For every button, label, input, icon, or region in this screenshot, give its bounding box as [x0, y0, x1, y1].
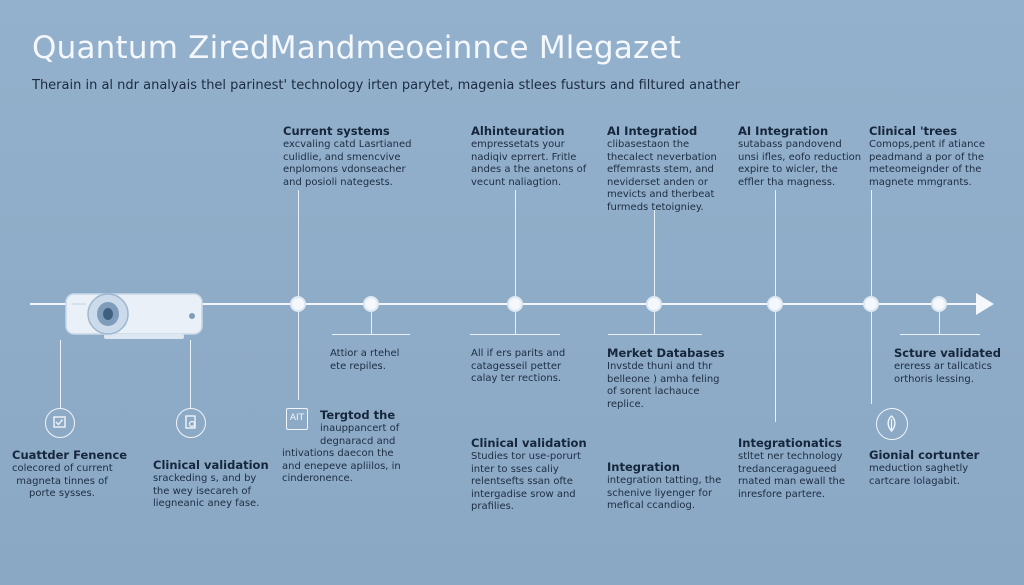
- timeline-node-7: [931, 296, 947, 312]
- connector-bar-3: [470, 334, 560, 335]
- bottom-block-3: [282, 408, 401, 486]
- connector-up-2: [515, 190, 516, 296]
- bottom-block-4-line: intergadise srow and: [471, 488, 576, 500]
- bottom-block-7-line: meduction saghetly: [869, 463, 969, 474]
- document-search-icon: [176, 408, 206, 438]
- lower-block-3: [607, 346, 725, 411]
- timeline-node-6: [863, 296, 879, 312]
- upper-block-4-line: expire to wicler, the: [738, 164, 838, 175]
- upper-block-1-title: Current systems: [283, 124, 390, 138]
- connector-up-5: [871, 190, 872, 296]
- bottom-block-4-line: relentsefts ssan ofte: [471, 476, 573, 487]
- bottom-block-5-line: integration tatting, the: [607, 475, 722, 486]
- bottom-block-6-line: tredanceragagueed: [738, 463, 837, 475]
- timeline-node-5: [767, 296, 783, 312]
- bottom-block-3-line: and enepeve apliilos, in: [282, 460, 401, 472]
- mri-scanner-icon: [64, 290, 204, 340]
- connector-down-2: [371, 312, 372, 334]
- lower-block-4-title: Scture validated: [894, 346, 1001, 360]
- lower-block-3-line: belleone ) amha feling: [607, 373, 720, 385]
- lower-block-2-line: calay ter rections.: [471, 373, 562, 384]
- upper-block-2-line: empressetats your: [471, 139, 565, 150]
- upper-block-2: [471, 124, 586, 189]
- bottom-block-6-line: rnated man ewall the: [738, 476, 845, 487]
- upper-block-4-line: sutabass pandovend: [738, 139, 842, 150]
- lower-block-4-line: orthoris lessing.: [894, 373, 974, 385]
- bottom-block-5: [607, 460, 721, 513]
- connector-down-6: [871, 312, 872, 404]
- page-subtitle: Therain in al ndr analyais thel parinest' technology irten parytet, magenia stlees fusturs and filtured anather: [32, 78, 741, 93]
- bottom-block-4-title: Clinical validation: [471, 436, 587, 450]
- upper-block-5-line: magnete mmgrants.: [869, 176, 972, 188]
- connector-down-5: [775, 312, 776, 422]
- gear-check-icon: [45, 408, 75, 438]
- page-title: Quantum ZiredMandmeoeinnce Mlegazet: [32, 30, 682, 66]
- bottom-block-4-line: Studies tor use-porurt: [471, 451, 581, 462]
- upper-block-3-line: mevicts and therbeat: [607, 189, 715, 200]
- upper-block-1-line: culidlie, and smencvive: [283, 151, 401, 163]
- connector-up-3: [654, 210, 655, 296]
- bottom-block-2-line: liegneanic aney fase.: [153, 498, 260, 509]
- upper-block-4-title: AI Integration: [738, 124, 829, 138]
- bottom-block-7-line: cartcare lolagabit.: [869, 475, 961, 487]
- bottom-block-4-line: inter to sses caliy: [471, 463, 559, 475]
- lower-block-2: [471, 348, 565, 386]
- bottom-block-1: [12, 448, 128, 501]
- lower-block-3-line: replice.: [607, 398, 644, 410]
- connector-bar-7: [900, 334, 980, 335]
- connector-up-1: [298, 190, 299, 296]
- connector-down-1: [298, 312, 299, 400]
- upper-block-2-line: vecunt naliagtion.: [471, 176, 562, 188]
- bottom-block-3-title: Tergtod the: [320, 408, 396, 422]
- bottom-block-4: [471, 436, 587, 514]
- timeline-node-3: [507, 296, 523, 312]
- bottom-block-1-line: colecored of current: [12, 463, 113, 474]
- upper-block-3-line: thecalect neverbation: [607, 151, 717, 163]
- bottom-block-6: [738, 436, 845, 501]
- lower-block-2-line: All if ers parits and: [471, 348, 566, 359]
- lower-block-1-line: Attior a rtehel: [330, 348, 400, 359]
- connector-bar-2: [332, 334, 410, 335]
- upper-block-2-line: nadiqiv eprrert. Fritle: [471, 151, 577, 163]
- bottom-block-7: [869, 448, 979, 488]
- bottom-block-2-line: the wey isecareh of: [153, 485, 251, 497]
- upper-block-5-line: Comops,pent if atiance: [869, 139, 986, 150]
- upper-block-4: [738, 124, 861, 189]
- upper-block-4-line: effler tha magness.: [738, 176, 836, 188]
- ai-chip-icon: AIT: [286, 408, 308, 430]
- bottom-block-5-line: schenive liyenger for: [607, 487, 713, 499]
- timeline-node-2: [363, 296, 379, 312]
- connector-up-4: [775, 190, 776, 296]
- upper-block-1-line: and posioli nategests.: [283, 176, 393, 188]
- bottom-block-4-line: prafilies.: [471, 501, 514, 512]
- bottom-block-1-line: magneta tinnes of: [16, 475, 108, 487]
- upper-block-5-line: meteomeignder of the: [869, 164, 982, 175]
- bottom-block-7-title: Gionial cortunter: [869, 448, 980, 462]
- bottom-block-5-title: Integration: [607, 460, 680, 474]
- leaf-network-icon: [876, 408, 908, 440]
- upper-block-1-line: enplomons vdonseacher: [283, 164, 406, 175]
- upper-block-3: [607, 124, 717, 214]
- connector-down-7: [939, 312, 940, 334]
- upper-block-1: [283, 124, 411, 189]
- lower-block-4-line: ereress ar tallcatics: [894, 361, 992, 372]
- timeline-node-1: [290, 296, 306, 312]
- upper-block-2-line: andes a the anetons of: [471, 164, 587, 175]
- connector-bar-4: [608, 334, 702, 335]
- lower-block-3-line: of sorent lachauce: [607, 386, 700, 397]
- lower-block-1-line: ete repiles.: [330, 360, 386, 372]
- bottom-block-6-line: inresfore partere.: [738, 488, 826, 500]
- bottom-block-2: [153, 458, 269, 511]
- upper-block-5-line: peadmand a por of the: [869, 151, 984, 163]
- bottom-block-5-line: mefical ccandiog.: [607, 500, 696, 511]
- connector-down-device-2: [190, 340, 191, 408]
- timeline-node-4: [646, 296, 662, 312]
- upper-block-2-title: Alhinteuration: [471, 124, 565, 138]
- lower-block-1: [330, 348, 399, 373]
- bottom-block-3-line: inauppancert of: [320, 423, 400, 434]
- bottom-block-2-title: Clinical validation: [153, 458, 269, 472]
- lower-block-4: [894, 346, 1001, 386]
- lower-block-2-line: catagesseil petter: [471, 360, 562, 372]
- bottom-block-2-line: srackeding s, and by: [153, 473, 257, 484]
- lower-block-3-title: Merket Databases: [607, 346, 725, 360]
- connector-down-device: [60, 340, 61, 408]
- upper-block-3-line: clibasestaon the: [607, 139, 690, 150]
- upper-block-5-title: Clinical 'trees: [869, 124, 958, 138]
- bottom-block-6-title: Integrationatics: [738, 436, 842, 450]
- bottom-block-3-line: cinderonence.: [282, 473, 353, 484]
- connector-down-3: [515, 312, 516, 334]
- timeline-arrow-icon: [976, 293, 994, 315]
- connector-down-4: [654, 312, 655, 334]
- upper-block-5: [869, 124, 985, 189]
- upper-block-3-line: neviderset anden or: [607, 176, 708, 188]
- bottom-block-1-title: Cuattder Fenence: [12, 448, 128, 462]
- upper-block-3-title: AI Integratiod: [607, 124, 698, 138]
- upper-block-1-line: excvaling catd Lasrtianed: [283, 139, 412, 150]
- lower-block-3-line: Invstde thuni and thr: [607, 361, 713, 372]
- upper-block-3-line: effemrasts stem, and: [607, 164, 714, 175]
- bottom-block-1-line: porte sysses.: [29, 488, 95, 499]
- bottom-block-6-line: stltet ner technology: [738, 451, 843, 462]
- upper-block-4-line: unsi ifles, eofo reduction: [738, 151, 862, 163]
- bottom-block-3-line: intivations daecon the: [282, 448, 394, 459]
- upper-block-3-line: furmeds tetoigniey.: [607, 201, 704, 213]
- bottom-block-3-line: degnaracd and: [320, 435, 396, 447]
